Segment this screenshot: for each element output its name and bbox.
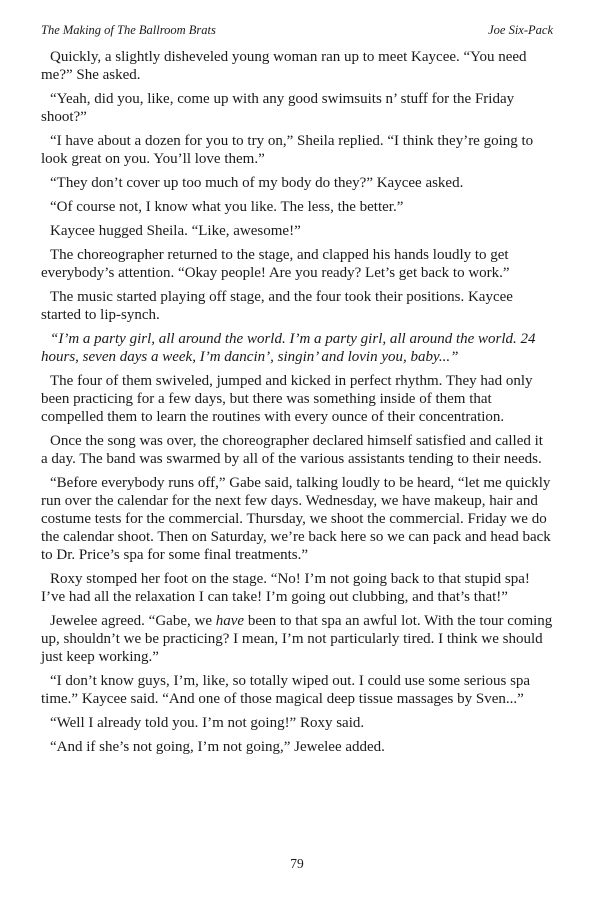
- paragraph: [41, 738, 553, 756]
- body-text: [41, 48, 553, 756]
- paragraph: [41, 432, 553, 468]
- lyrics-paragraph: [41, 330, 553, 366]
- header-author: Joe Six-Pack: [488, 23, 553, 37]
- text-segment: Roxy stomped her foot on the stage. “No! I’m not going back to that stupid spa! I’ve had all the relaxation I can take! I’m going out clubbing, and that’s that!”: [41, 571, 530, 605]
- paragraph: [41, 570, 553, 606]
- page-number: 79: [290, 856, 304, 871]
- header-book-title: The Making of The Ballroom Brats: [41, 23, 216, 37]
- paragraph: [41, 672, 553, 708]
- text-segment: “They don’t cover up too much of my body do they?” Kaycee asked.: [50, 175, 464, 191]
- paragraph: [41, 174, 553, 192]
- text-segment: Jewelee agreed. “Gabe, we: [50, 613, 216, 629]
- text-segment: “Well I already told you. I’m not going!” Roxy said.: [50, 715, 365, 731]
- text-segment: The music started playing off stage, and the four took their positions. Kaycee started to lip-synch.: [41, 289, 513, 323]
- paragraph: [41, 288, 553, 324]
- text-segment: The four of them swiveled, jumped and kicked in perfect rhythm. They had only been practicing for a few days, but there was something inside of them that compelled them to learn the routines with every ounce of their concentration.: [41, 373, 533, 425]
- text-segment: been to that spa an awful lot. With the tour coming up, shouldn’t we be practicing? I mean, I’m not particularly tired. I think we should just keep working.”: [41, 613, 553, 665]
- paragraph: [41, 198, 553, 216]
- running-header: [41, 23, 553, 38]
- page-footer: [41, 856, 553, 871]
- text-segment: “Yeah, did you, like, come up with any good swimsuits n’ stuff for the Friday shoot?”: [41, 91, 515, 125]
- text-segment: “I have about a dozen for you to try on,” Sheila replied. “I think they’re going to look great on you. You’ll love them.”: [41, 133, 534, 167]
- emphasized-word: have: [215, 613, 245, 629]
- paragraph: [41, 246, 553, 282]
- paragraph: [41, 714, 553, 732]
- text-segment: “I don’t know guys, I’m, like, so totally wiped out. I could use some serious spa time.” Kaycee said. “And one of those magical deep tissue massages by Sven...”: [41, 673, 531, 707]
- text-segment: “And if she’s not going, I’m not going,” Jewelee added.: [50, 739, 385, 755]
- paragraph: [41, 132, 553, 168]
- text-segment: “Before everybody runs off,” Gabe said, talking loudly to be heard, “let me quickly run over the calendar for the next few days. Wednesday, we have makeup, hair and costume tests for the commercial. Thursday, we shoot the commercial. Friday we do the calendar shoot. Then on Saturday, we’re back here so we can pack and head back to Dr. Price’s spa for some final treatments.”: [41, 475, 551, 563]
- text-segment: The choreographer returned to the stage, and clapped his hands loudly to get everybody’s attention. “Okay people! Are you ready? Let’s get back to work.”: [41, 247, 510, 281]
- paragraph: [41, 612, 553, 666]
- paragraph: [41, 372, 553, 426]
- paragraph: [41, 90, 553, 126]
- text-segment: “Of course not, I know what you like. The less, the better.”: [50, 199, 404, 215]
- text-segment: Once the song was over, the choreographer declared himself satisfied and called it a day. The band was swarmed by all of the various assistants tending to their needs.: [41, 433, 543, 467]
- paragraph: [41, 48, 553, 84]
- text-segment: “I’m a party girl, all around the world. I’m a party girl, all around the world. 24 hours, seven days a week, I’m dancin’, singin’ and lovin you, baby...”: [41, 331, 536, 365]
- paragraph: [41, 474, 553, 564]
- text-segment: Kaycee hugged Sheila. “Like, awesome!”: [50, 223, 301, 239]
- text-segment: Quickly, a slightly disheveled young woman ran up to meet Kaycee. “You need me?” She asked.: [41, 49, 527, 83]
- paragraph: [41, 222, 553, 240]
